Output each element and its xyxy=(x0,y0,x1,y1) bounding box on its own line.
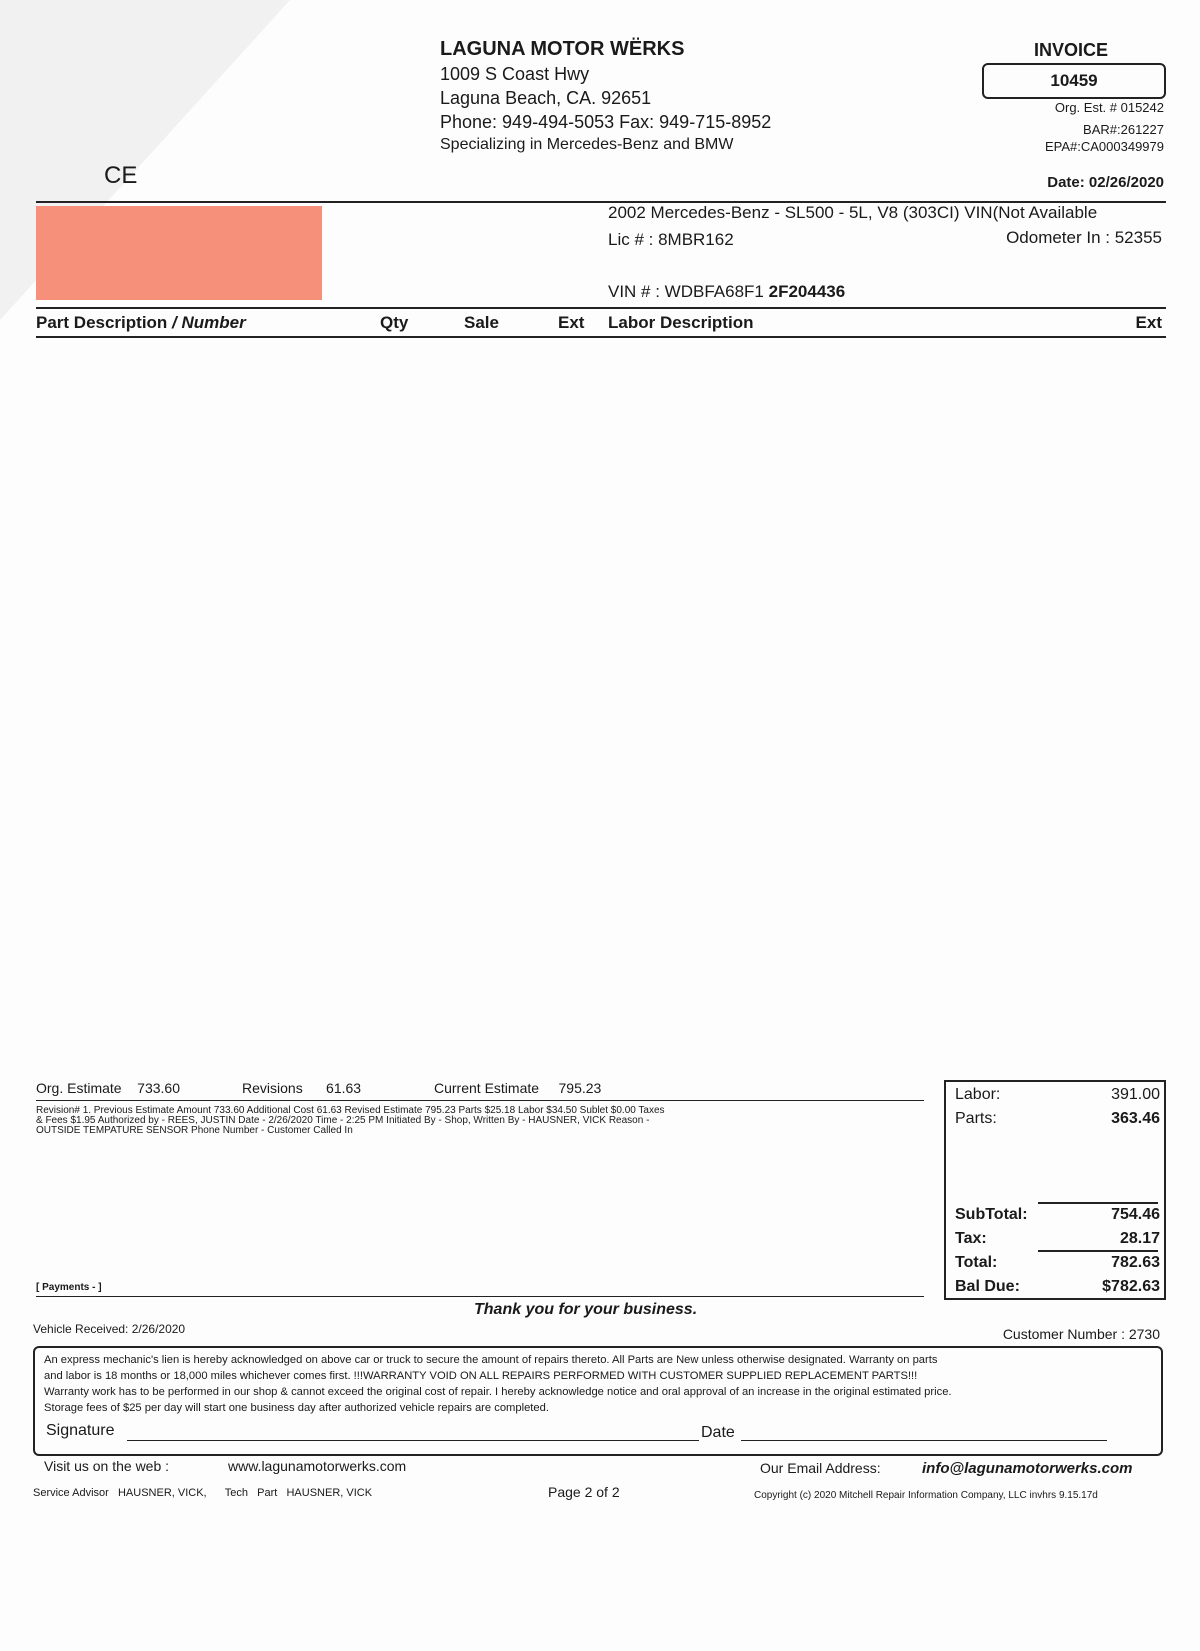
revision-notes xyxy=(36,1106,665,1136)
col-labor-description: Labor Description xyxy=(608,313,754,332)
invoice-label: INVOICE xyxy=(1034,40,1109,60)
org-estimate-label: Org. Estimate xyxy=(36,1080,122,1096)
parts-value: 363.46 xyxy=(1111,1110,1160,1127)
org-est: Org. Est. # 015242 xyxy=(1054,100,1164,115)
org-estimate-value: 733.60 xyxy=(137,1080,180,1096)
org-estimate xyxy=(36,1080,180,1096)
partial-logo-text: CE xyxy=(104,162,138,189)
col-labor-ext: Ext xyxy=(1135,313,1162,332)
company-address1: 1009 S Coast Hwy xyxy=(440,64,590,84)
company-name: LAGUNA MOTOR WËRKS xyxy=(440,38,685,60)
total-value: 782.63 xyxy=(1111,1254,1160,1271)
copyright: Copyright (c) 2020 Mitchell Repair Information Company, LLC invhrs 9.15.17d xyxy=(754,1490,1098,1501)
subtotal-value: 754.46 xyxy=(1111,1206,1160,1223)
parts-label: Parts: xyxy=(955,1110,997,1127)
service-advisor: Service Advisor HAUSNER, VICK, Tech Part HAUSNER, VICK xyxy=(33,1487,373,1499)
subtotal-label: SubTotal: xyxy=(955,1206,1028,1223)
terms-line-1: An express mechanic's lien is hereby acknowledged on above car or truck to secure the amount of repairs thereto. All Parts are New unless otherwise designated. Warranty on parts xyxy=(44,1354,938,1366)
company-address2: Laguna Beach, CA. 92651 xyxy=(440,88,652,108)
invoice-date: Date: 02/26/2020 xyxy=(1047,174,1164,191)
vin-label: VIN # : WDBFA68F1 xyxy=(608,282,764,301)
revisions-value: 61.63 xyxy=(326,1080,362,1096)
payments-rule xyxy=(36,1296,924,1297)
terms-line-4: Storage fees of $25 per day will start one business day after authorized vehicle repairs are completed. xyxy=(44,1402,549,1414)
vin xyxy=(608,282,845,302)
company-phone: Phone: 949-494-5053 Fax: 949-715-8952 xyxy=(440,112,772,132)
date-label: Date xyxy=(701,1424,735,1441)
col-ext: Ext xyxy=(558,313,585,332)
thank-you: Thank you for your business. xyxy=(474,1301,698,1318)
col-sale: Sale xyxy=(464,313,499,332)
bal-due-label: Bal Due: xyxy=(955,1278,1020,1295)
web-url[interactable]: www.lagunamotorwerks.com xyxy=(228,1458,407,1474)
vehicle-received: Vehicle Received: 2/26/2020 xyxy=(33,1322,186,1336)
signature-label: Signature xyxy=(46,1422,115,1439)
odometer: Odometer In : 52355 xyxy=(1006,228,1162,247)
labor-value: 391.00 xyxy=(1111,1086,1160,1103)
tax-value: 28.17 xyxy=(1119,1230,1160,1247)
bar-number: BAR#:261227 xyxy=(1083,122,1164,137)
current-estimate-value: 795.23 xyxy=(558,1080,602,1096)
revision-line-3: OUTSIDE TEMPATURE SENSOR Phone Number - Customer Called In xyxy=(36,1125,353,1136)
col-number-label: / Number xyxy=(172,313,246,332)
column-bottom-rule xyxy=(36,336,1166,338)
signature-line[interactable] xyxy=(127,1440,699,1441)
redacted-customer-info xyxy=(36,206,322,300)
customer-number: Customer Number : 2730 xyxy=(1002,1326,1160,1342)
epa-number: EPA#:CA000349979 xyxy=(1044,139,1164,154)
email-label: Our Email Address: xyxy=(760,1460,881,1476)
column-top-rule xyxy=(36,307,1166,309)
web-label: Visit us on the web : xyxy=(44,1458,170,1474)
totals-box xyxy=(944,1080,1166,1300)
tax-label: Tax: xyxy=(955,1230,987,1247)
invoice-number: 10459 xyxy=(982,63,1166,99)
bal-due-value: $782.63 xyxy=(1102,1278,1160,1295)
company-specialty: Specializing in Mercedes-Benz and BMW xyxy=(440,136,734,153)
terms-line-2: and labor is 18 months or 18,000 miles whichever comes first. !!!WARRANTY VOID ON ALL REPAIRS PERFORMED WITH CUSTOMER SUPPLIED REPLACEMENT PARTS!!! xyxy=(44,1370,918,1382)
total-label: Total: xyxy=(955,1254,998,1271)
email-address[interactable]: info@lagunamotorwerks.com xyxy=(922,1460,1133,1477)
payments: [ Payments - ] xyxy=(36,1282,102,1293)
vehicle-description: 2002 Mercedes-Benz - SL500 - 5L, V8 (303CI) VIN(Not Available xyxy=(608,203,1098,222)
current-estimate xyxy=(434,1080,601,1096)
license-plate: Lic # : 8MBR162 xyxy=(608,230,734,249)
col-part-description xyxy=(36,313,246,333)
col-qty: Qty xyxy=(380,313,409,332)
subtotal-rule xyxy=(1038,1202,1158,1204)
terms-line-3: Warranty work has to be performed in our shop & cannot exceed the original cost of repair. I hereby acknowledge notice and oral approval of an increase in the original estimated price. xyxy=(44,1386,952,1398)
terms-box xyxy=(33,1346,1163,1456)
col-part-desc-label: Part Description xyxy=(36,313,173,332)
estimate-rule xyxy=(36,1100,924,1101)
labor-label: Labor: xyxy=(955,1086,1001,1103)
current-estimate-label: Current Estimate xyxy=(434,1080,540,1096)
revisions xyxy=(242,1080,361,1096)
vin-bold: 2F204436 xyxy=(768,282,846,301)
page-number: Page 2 of 2 xyxy=(548,1484,620,1500)
total-rule xyxy=(1038,1250,1158,1252)
terms-text xyxy=(44,1352,952,1416)
revisions-label: Revisions xyxy=(242,1080,303,1096)
date-line[interactable] xyxy=(741,1440,1107,1441)
revision-line-1: Revision# 1. Previous Estimate Amount 733.60 Additional Cost 61.63 Revised Estimate 795.23 Parts $25.18 Labor $34.50 Sublet $0.00 Taxes xyxy=(36,1105,665,1116)
revision-line-2: & Fees $1.95 Authorized by - REES, JUSTIN Date - 2/26/2020 Time - 2:25 PM Initiated By - Shop, Written By - HAUSNER, VICK Reason - xyxy=(36,1115,650,1126)
